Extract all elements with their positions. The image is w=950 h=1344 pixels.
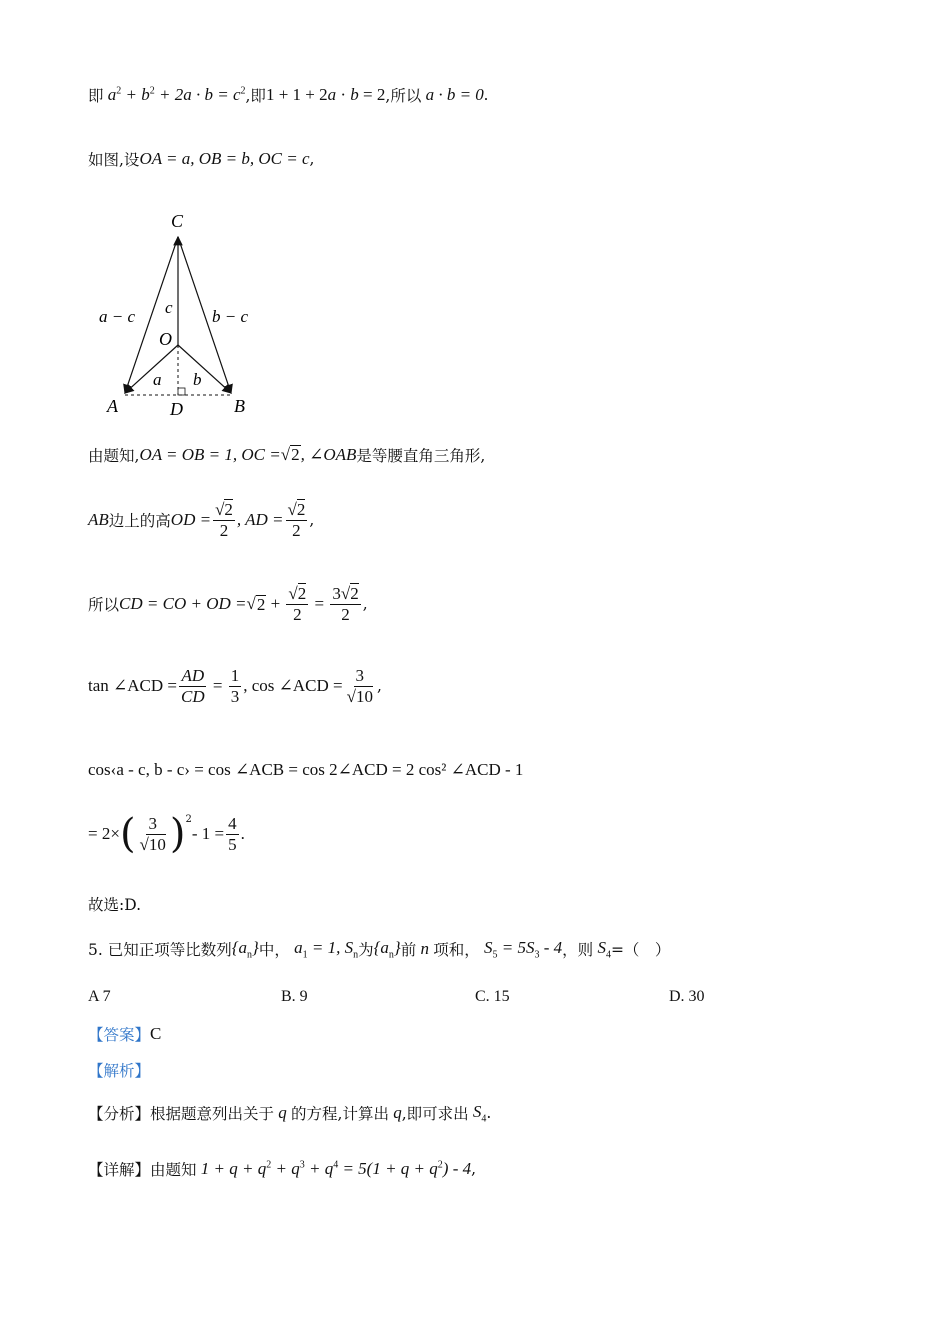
line-6: tan ∠ACD = $\frac{AD}{CD}$ = $\frac{1}{3}$ , cos ∠ACD = $\frac{3}{√10}$ , bbox=[88, 666, 382, 706]
fraction-4-over-5: $\frac{4}{5}$ bbox=[228, 814, 237, 854]
line-4: AB 边上的高 OD = $\frac{√2}{2}$ , AD = $\frac{√2}{2}$ , bbox=[88, 500, 315, 540]
triangle-diagram bbox=[95, 205, 275, 420]
fraction-sqrt2-over-2: $\frac{√2}{2}$ bbox=[288, 584, 307, 624]
line-3: 由题知, OA = OB = 1, OC = √ 2 , ∠OAB 是等腰直角三角形, bbox=[88, 445, 486, 465]
line-1: 即 $a^2 + b^2 + 2a \cdot b = c^2$ ,即 1 + 1 + 2a · b = 2 ,所以 a · b = 0 . bbox=[88, 85, 489, 105]
option-c: C. 15 bbox=[475, 988, 510, 1005]
label-o: O bbox=[159, 329, 172, 349]
option-d: D. 30 bbox=[669, 988, 705, 1005]
fraction-sqrt2-over-2: $\frac{√2}{2}$ bbox=[287, 500, 306, 540]
label-b-minus-c: b − c bbox=[212, 307, 249, 326]
fraction-1-over-3: $\frac{1}{3}$ bbox=[230, 666, 240, 706]
sqrt-2: √ 2 bbox=[280, 445, 300, 465]
eq-sum-squares: $a^2 + b^2 + 2a \cdot b = c^2$ bbox=[103, 85, 246, 104]
label-c: C bbox=[171, 211, 184, 231]
fraction-sqrt2-over-2: $\frac{√2}{2}$ bbox=[215, 500, 233, 540]
fraction-3-over-sqrt10: $\frac{3}{√10}$ bbox=[346, 666, 373, 706]
label-vec-a: a bbox=[153, 370, 162, 389]
question-5: 5. 已知正项等比数列 $\{a_n\}$ 中， $a_1 = 1$, $S_n$ 为 $\{a_n\}$ 前 n 项和， $S_5 = 5S_3 - 4$ ，则 $S_4$ =（ ） bbox=[88, 938, 671, 961]
answer-line: 故选:D. bbox=[88, 896, 142, 914]
fenxi-line: 【分析】 根据题意列出关于 q 的方程,计算出 q ,即可求出 $S_4$ . bbox=[88, 1102, 492, 1125]
answer-block: 【答案】 C bbox=[88, 1024, 162, 1044]
label-vec-b: b bbox=[193, 370, 202, 389]
label-a-minus-c: a − c bbox=[99, 307, 136, 326]
eq-dot-zero: a · b = 0 bbox=[421, 85, 484, 104]
option-a: A 7 bbox=[88, 988, 111, 1005]
label-vec-c: c bbox=[165, 298, 173, 317]
right-angle-mark bbox=[178, 388, 185, 395]
sqrt-2: √ 2 bbox=[246, 594, 266, 614]
fraction-ad-over-cd: $\frac{AD}{CD}$ bbox=[181, 666, 205, 706]
fraction-3sqrt2-over-2: $\frac{3√2}{2}$ bbox=[332, 584, 359, 624]
analysis-block: 【解析】 bbox=[88, 1062, 151, 1080]
fraction-3-over-sqrt10: $\frac{3}{√10}$ bbox=[139, 814, 166, 854]
option-b: B. 9 bbox=[281, 988, 308, 1005]
label-a: A bbox=[107, 396, 118, 416]
label-b: B bbox=[234, 396, 245, 416]
line-8: = 2× ( $\frac{3}{√10}$ ) 2 - 1 = $\frac{4}{5}$ . bbox=[88, 811, 245, 858]
xiangjie-line: 【详解】 由题知 $1 + q + q^2 + q^3 + q^4 = 5(1 + q + q^2) - 4$ , bbox=[88, 1159, 477, 1179]
label-d: D bbox=[170, 399, 183, 419]
line-5: 所以 CD = CO + OD = √ 2 + $\frac{√2}{2}$ = $\frac{3√2}{2}$ , bbox=[88, 584, 368, 624]
line-7: cos‹a - c, b - c› = cos ∠ACB = cos 2∠ACD = 2 cos² ∠ACD - 1 bbox=[88, 760, 524, 779]
line-2: 如图,设 OA = a, OB = b, OC = c , bbox=[88, 149, 315, 169]
eq-dot-product: 1 + 1 + 2a · b = 2 bbox=[265, 85, 386, 104]
